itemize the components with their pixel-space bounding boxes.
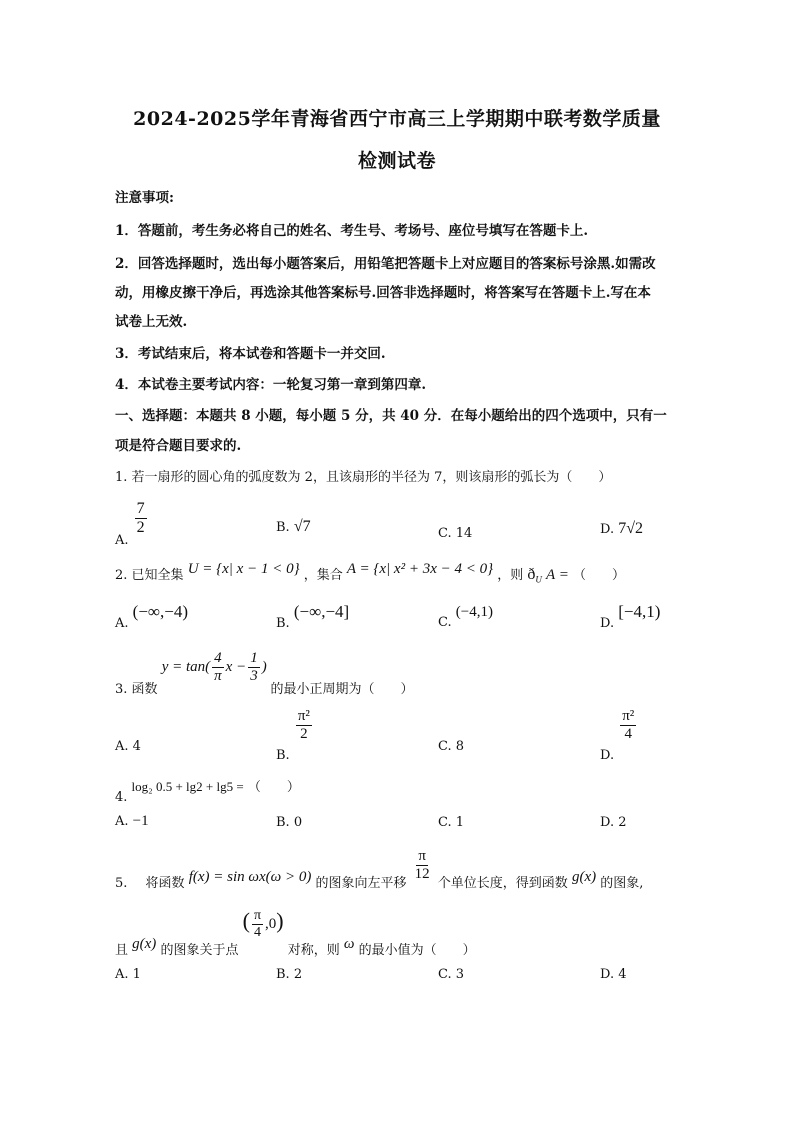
option-label: B. — [276, 616, 290, 631]
question-3-option-d — [600, 708, 638, 764]
stem-text: 将函数 — [145, 876, 185, 892]
question-1-option-b — [276, 518, 311, 536]
stem-text: ，集合 — [303, 568, 343, 583]
option-value: 7√2 — [618, 520, 644, 537]
option-label: C. — [438, 815, 452, 830]
formula-part: y = tan( — [161, 659, 211, 676]
question-5-option-c — [438, 967, 464, 982]
complement-symbol: ð — [527, 566, 536, 583]
option-label: A. — [115, 739, 129, 754]
formula-part: ) — [261, 659, 267, 676]
numerator: 1 — [248, 650, 260, 668]
option-label: B. — [276, 520, 290, 535]
omega-symbol: ω — [343, 936, 355, 953]
notice-item-2-line3: 试卷上无效. — [115, 314, 188, 330]
question-3-option-c — [438, 739, 464, 754]
stem-text: 2. 已知全集 — [115, 568, 184, 583]
question-5-option-d — [600, 967, 627, 982]
question-4-option-c — [438, 815, 464, 830]
option-value: 1 — [455, 815, 465, 830]
question-1-option-d — [600, 520, 643, 538]
option-label: B. — [276, 815, 290, 830]
notice-item-2-line1: 2．回答选择题时，选出每小题答案后，用铅笔把答题卡上对应题目的答案标号涂黑.如需改 — [115, 256, 656, 272]
question-5-stem-line2: 且 g(x) 的图象关于点 ( $\frac{\pi}{4}$ ,0) 对称，则 ω 的最小值为（ ） — [115, 908, 476, 959]
denominator: 12 — [414, 866, 430, 883]
option-value: (−∞,−4] — [293, 602, 350, 621]
numerator: 4 — [212, 650, 224, 668]
option-value: 2 — [293, 967, 303, 982]
section-1-heading-line1: 一、选择题：本题共 8 小题，每小题 5 分，共 40 分．在每小题给出的四个选项中，只有一 — [115, 408, 667, 424]
option-label: B. — [276, 748, 290, 764]
answer-blank: （ ） — [247, 780, 300, 795]
option-label: D. — [600, 522, 615, 537]
option-label: D. — [600, 815, 615, 830]
set-u-formula: U = {x| x − 1 < 0} — [187, 561, 300, 577]
function-g: g(x) — [132, 936, 157, 953]
option-label: C. — [438, 615, 452, 630]
question-2-option-b — [276, 602, 350, 631]
set-a-formula: A = {x| x² + 3x − 4 < 0} — [346, 561, 494, 577]
question-2-option-d — [600, 602, 661, 631]
numerator: π — [252, 908, 263, 925]
stem-text: 的最小值为（ ） — [358, 943, 476, 959]
formula-part: x − — [225, 659, 247, 676]
function-g: g(x) — [571, 869, 597, 886]
option-label: A. — [115, 967, 129, 982]
option-value: −1 — [132, 813, 149, 829]
option-label: A. — [115, 814, 129, 829]
notice-item-1: 1．答题前，考生务必将自己的姓名、考生号、考场号、座位号填写在答题卡上. — [115, 223, 589, 239]
denominator: 4 — [253, 925, 261, 941]
log-expression: log₂ 0.5 + lg2 + lg5 = — [131, 779, 244, 794]
question-2-option-a — [115, 602, 189, 631]
option-label: A. — [115, 533, 129, 549]
option-label: C. — [438, 739, 452, 754]
option-value: 4 — [132, 739, 141, 754]
option-value: 2 — [618, 815, 627, 830]
question-number: 5. — [115, 876, 128, 892]
question-4-option-d — [600, 815, 627, 830]
option-value: 3 — [455, 967, 465, 982]
stem-text: ，则 — [497, 568, 524, 583]
stem-text: 的最小正周期为（ ） — [270, 682, 414, 698]
numerator: π — [416, 848, 428, 866]
stem-text: 对称，则 — [287, 943, 340, 959]
denominator: 4 — [624, 726, 633, 743]
question-3-stem — [115, 650, 414, 698]
stem-text: 4. — [115, 790, 128, 805]
denominator: 2 — [136, 519, 145, 537]
question-1-stem: 1. 若一扇形的圆心角的弧度数为 2，且该扇形的半径为 7，则该扇形的弧长为（ ） — [115, 470, 612, 485]
notice-item-3: 3．考试结束后，将本试卷和答题卡一并交回. — [115, 346, 386, 362]
period-function-formula — [161, 650, 271, 685]
option-value: 1 — [132, 967, 141, 982]
notice-item-2-line2: 动，用橡皮擦干净后，再选涂其他答案标号.回答非选择题时，将答案写在答题卡上.写在本 — [115, 285, 651, 301]
option-value: (−4,1) — [455, 604, 493, 620]
function-formula: f(x) = sin ωx(ω > 0) — [188, 869, 312, 886]
question-3-option-a — [115, 739, 141, 754]
question-2-option-c — [438, 604, 493, 630]
fraction — [135, 500, 147, 538]
option-value: [−4,1) — [618, 602, 661, 621]
option-value: 14 — [455, 526, 473, 541]
option-label: C. — [438, 967, 452, 982]
question-2-stem — [115, 561, 625, 585]
complement-subscript: U — [535, 574, 542, 585]
option-value: (−∞,−4) — [132, 602, 189, 621]
point-tail: ,0 — [265, 916, 277, 933]
answer-blank: （ ） — [572, 568, 625, 583]
option-label: B. — [276, 967, 290, 982]
question-1-option-c — [438, 526, 472, 541]
option-label: C. — [438, 526, 452, 541]
exam-title-line1: 2024-2025学年青海省西宁市高三上学期期中联考数学质量 — [133, 108, 661, 130]
question-5-option-a — [115, 967, 141, 982]
numerator: π² — [620, 708, 636, 726]
option-label: D. — [600, 616, 615, 631]
stem-text: 个单位长度，得到函数 — [437, 876, 568, 892]
stem-text: 3. 函数 — [115, 682, 158, 698]
section-1-heading-line2: 项是符合题目要求的. — [115, 438, 242, 454]
complement-set: A = — [546, 567, 569, 583]
denominator: 3 — [250, 668, 258, 685]
denominator: π — [214, 668, 222, 685]
stem-text: 的图象, — [600, 876, 644, 892]
notice-heading: 注意事项: — [115, 190, 174, 206]
notice-item-4: 4．本试卷主要考试内容：一轮复习第一章到第四章. — [115, 377, 427, 393]
question-3-option-b — [276, 708, 314, 764]
question-4-option-a — [115, 813, 149, 830]
option-label: D. — [600, 967, 615, 982]
option-value: 4 — [618, 967, 627, 982]
stem-text: 且 — [115, 943, 129, 959]
exam-title-line2: 检测试卷 — [357, 150, 436, 172]
option-label: D. — [600, 748, 615, 764]
question-4-stem — [115, 776, 300, 805]
stem-text: 的图象关于点 — [160, 943, 239, 959]
option-label: A. — [115, 616, 129, 631]
option-value: 8 — [455, 739, 465, 754]
numerator: π² — [296, 708, 312, 726]
numerator: 7 — [135, 500, 147, 519]
denominator: 2 — [300, 726, 308, 743]
stem-text: 的图象向左平移 — [315, 876, 407, 892]
question-5-stem-line1 — [115, 848, 644, 892]
question-5-option-b — [276, 967, 302, 982]
option-value: 0 — [293, 815, 303, 830]
question-1-option-a — [115, 500, 149, 549]
option-value: √7 — [293, 518, 311, 535]
question-4-option-b — [276, 815, 302, 830]
